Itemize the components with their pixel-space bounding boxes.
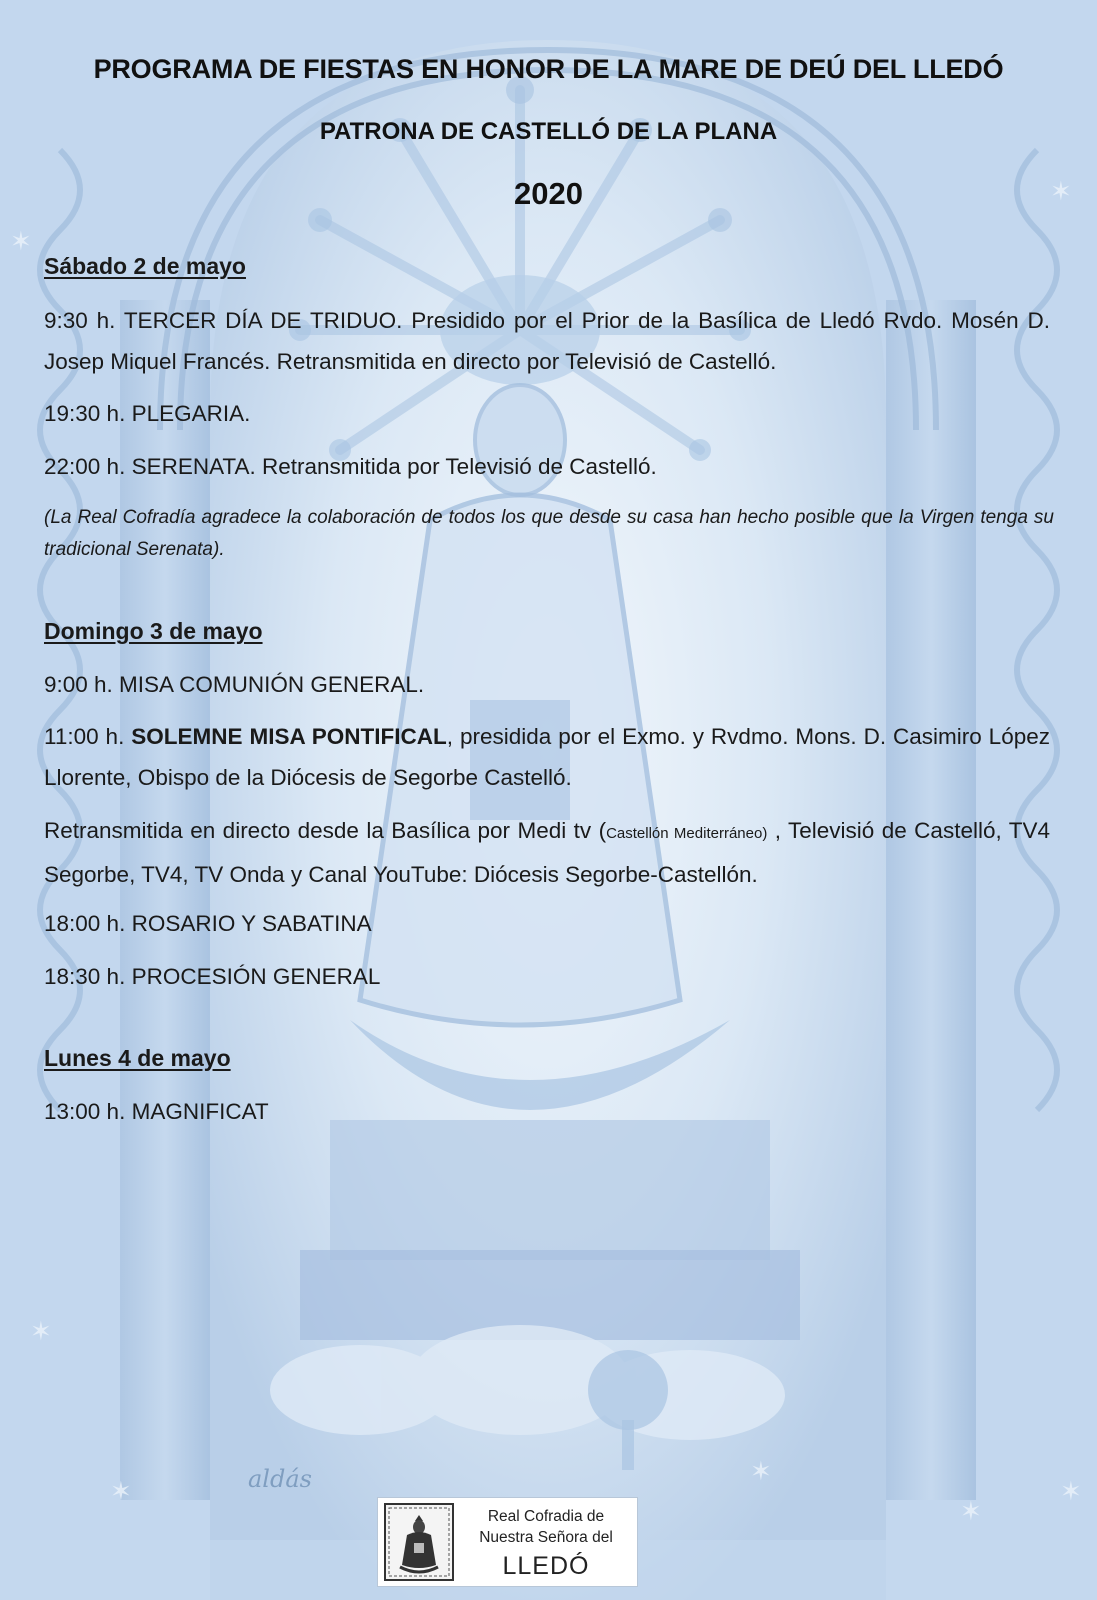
sunday-item2-bold: SOLEMNE MISA PONTIFICAL xyxy=(131,724,447,749)
svg-text:✶: ✶ xyxy=(30,1317,52,1347)
section-heading-monday: Lunes 4 de mayo xyxy=(44,1045,231,1071)
sunday-item-misa-pontifical xyxy=(44,716,1050,798)
sunday-item-rosario: 18:00 h. ROSARIO Y SABATINA xyxy=(44,911,372,936)
artist-signature: aldás xyxy=(248,1465,312,1493)
saturday-item-plegaria: 19:30 h. PLEGARIA. xyxy=(44,401,251,426)
sunday-broadcast-info xyxy=(44,810,1050,895)
svg-text:✶: ✶ xyxy=(1060,1477,1082,1507)
monday-item-magnificat: 13:00 h. MAGNIFICAT xyxy=(44,1099,269,1124)
cofradia-logo xyxy=(377,1497,638,1587)
sunday-item-comunion: 9:00 h. MISA COMUNIÓN GENERAL. xyxy=(44,672,425,697)
sunday-item2-rest: , presidida por el Exmo. y Rvdmo. Mons. D. Casimiro López Llorente, Obispo de la Diócesis de Segorbe Castelló. xyxy=(44,724,1050,790)
svg-text:✶: ✶ xyxy=(110,1477,132,1507)
broadcast-small: Castellón Mediterráneo) xyxy=(606,825,768,842)
saturday-item-serenata: 22:00 h. SERENATA. Retransmitida por Televisió de Castelló. xyxy=(44,454,657,479)
logo-line-2: Nuestra Señora del xyxy=(479,1529,613,1546)
virgin-emblem-icon xyxy=(384,1503,454,1581)
broadcast-end: , Televisió de Castelló, TV4 Segorbe, TV4, TV Onda y Canal YouTube: Diócesis Segorbe-Castellón. xyxy=(44,818,1051,887)
logo-line-1: Real Cofradia de xyxy=(487,1508,605,1525)
saturday-item-triduo: 9:30 h. TERCER DÍA DE TRIDUO. Presidido por el Prior de la Basílica de Lledó Rvdo. Mosén D. Josep Miquel Francés. Retransmitida en directo por Televisió de Castelló. xyxy=(44,308,1050,374)
section-heading-saturday: Sábado 2 de mayo xyxy=(44,253,246,279)
page-title: PROGRAMA DE FIESTAS EN HONOR DE LA MARE DE DEÚ DEL LLEDÓ xyxy=(93,54,1004,84)
sunday-item-procesion: 18:30 h. PROCESIÓN GENERAL xyxy=(44,964,381,989)
logo-line-3: LLEDÓ xyxy=(502,1552,590,1580)
svg-text:✶: ✶ xyxy=(750,1457,772,1487)
sunday-item2-time: 11:00 h. xyxy=(44,724,125,749)
page-subtitle: PATRONA DE CASTELLÓ DE LA PLANA xyxy=(319,118,778,145)
svg-text:✶: ✶ xyxy=(1050,177,1072,207)
svg-text:✶: ✶ xyxy=(960,1497,982,1527)
page-year: 2020 xyxy=(514,176,583,211)
section-heading-sunday: Domingo 3 de mayo xyxy=(44,618,263,644)
saturday-note: (La Real Cofradía agradece la colaboración de todos los que desde su casa han hecho posible que la Virgen tenga su tradicional Serenata). xyxy=(44,507,1054,560)
svg-text:✶: ✶ xyxy=(10,227,32,257)
broadcast-start: Retransmitida en directo desde la Basílica por Medi tv ( xyxy=(44,818,607,843)
